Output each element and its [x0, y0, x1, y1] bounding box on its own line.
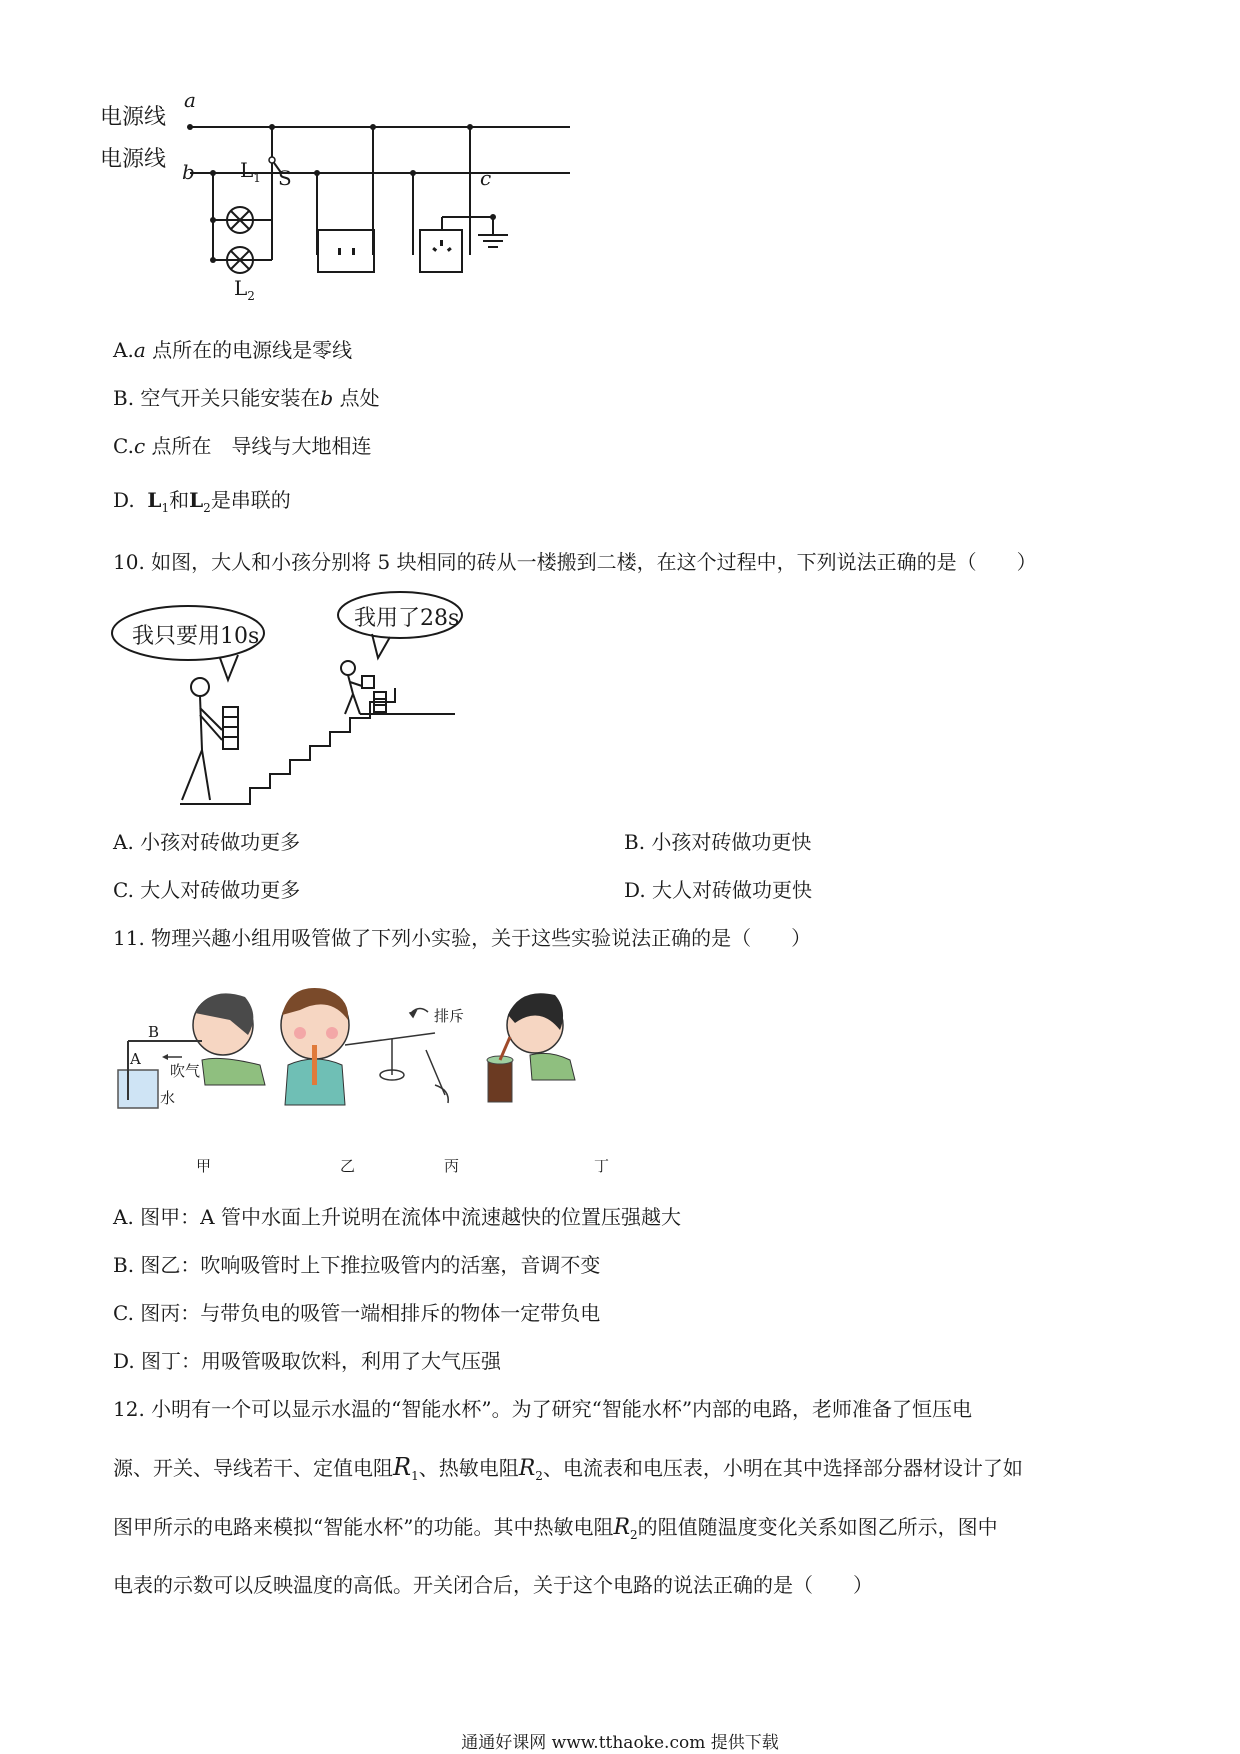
fig-caption-ding: 丁 — [594, 1157, 610, 1175]
point-c-label: c — [480, 166, 492, 190]
adult-speech-bubble: 我只要用10s — [132, 624, 260, 649]
circuit-svg — [100, 80, 580, 320]
fig-caption-jia: 甲 — [196, 1157, 212, 1175]
fig-caption-yi: 乙 — [340, 1157, 356, 1175]
fig-label-A: A — [130, 1050, 141, 1068]
fig-label-repel: 排斥 — [434, 1007, 465, 1025]
page-footer: 通通好课网 www.tthaoke.com 提供下载 — [461, 1733, 779, 1753]
fig-ding — [487, 993, 575, 1102]
power-line-label-bottom: 电源线 — [100, 147, 167, 172]
child-speech-bubble: 我用了28s — [354, 606, 460, 631]
q10-option-c[interactable]: C. 大人对砖做功更多 — [113, 878, 301, 902]
q9-option-d[interactable]: D. $L_1$和$L_2$是串联的 — [113, 488, 291, 515]
lamp2-label: $L_2$ — [234, 276, 255, 303]
q11-option-b[interactable]: B. 图乙：吹响吸管时上下推拉吸管内的活塞，音调不变 — [113, 1253, 601, 1277]
point-b-label: b — [182, 160, 195, 184]
q10-option-d[interactable]: D. 大人对砖做功更快 — [624, 878, 813, 902]
house-circuit-diagram — [100, 80, 580, 320]
stairs-illustration — [110, 590, 460, 810]
q12-line-3: 图甲所示的电路来模拟“智能水杯”的功能。其中热敏电阻$R_2$的阻值随温度变化关系如图乙所示，图中 — [113, 1515, 998, 1542]
q10-option-b[interactable]: B. 小孩对砖做功更快 — [624, 830, 812, 854]
q12-line-1: 12. 小明有一个可以显示水温的“智能水杯”。为了研究“智能水杯”内部的电路，老师准备了恒压电 — [113, 1397, 973, 1421]
fig-label-water: 水 — [160, 1089, 176, 1107]
q11-option-a[interactable]: A. 图甲：A 管中水面上升说明在流体中流速越快的位置压强越大 — [113, 1205, 681, 1229]
fig-label-B: B — [148, 1023, 160, 1041]
fig-yi — [281, 988, 349, 1105]
q9-option-b[interactable]: B. 空气开关只能安装在b 点处 — [113, 386, 380, 410]
straw-experiments-figure — [110, 975, 670, 1175]
q10-stem: 10. 如图，大人和小孩分别将 5 块相同的砖从一楼搬到二楼，在这个过程中，下列说法正确的是（ ） — [113, 550, 1037, 574]
q10-option-a[interactable]: A. 小孩对砖做功更多 — [113, 830, 301, 854]
fig-bing — [345, 1009, 448, 1104]
q11-option-d[interactable]: D. 图丁：用吸管吸取饮料，利用了大气压强 — [113, 1349, 502, 1373]
lamp1-label: $L_1$ — [240, 158, 261, 185]
fig-caption-bing: 丙 — [444, 1157, 460, 1175]
q9-option-c[interactable]: C.c 点所在 导线与大地相连 — [113, 434, 372, 458]
switch-label: S — [278, 166, 292, 190]
q11-option-c[interactable]: C. 图丙：与带负电的吸管一端相排斥的物体一定带负电 — [113, 1301, 601, 1325]
point-a-label: a — [184, 88, 196, 112]
q12-line-4: 电表的示数可以反映温度的高低。开关闭合后，关于这个电路的说法正确的是（ ） — [113, 1573, 873, 1597]
q11-stem: 11. 物理兴趣小组用吸管做了下列小实验，关于这些实验说法正确的是（ ） — [113, 926, 812, 950]
q9-option-a[interactable]: A.a 点所在的电源线是零线 — [113, 338, 353, 362]
power-line-label-top: 电源线 — [100, 105, 167, 130]
fig-label-blow: 吹气 — [170, 1062, 201, 1080]
q12-line-2: 源、开关、导线若干、定值电阻$R_1$、热敏电阻$R_2$、电流表和电压表，小明在其中选择部分器材设计了如 — [113, 1453, 1023, 1483]
